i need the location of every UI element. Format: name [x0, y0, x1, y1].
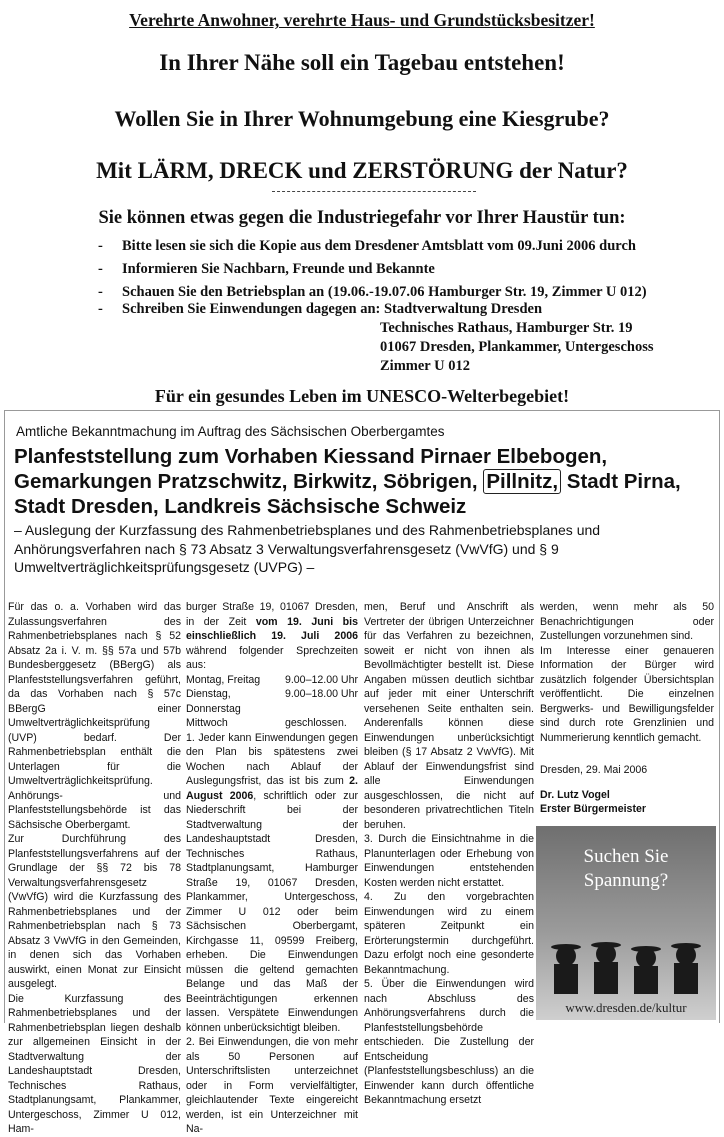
- ad-line-1: Suchen Sie: [583, 846, 669, 867]
- separator-line: [272, 191, 476, 192]
- headline-laerm: Mit LÄRM, DRECK und ZERSTÖRUNG der Natur?: [96, 158, 628, 183]
- headline-tagebau: In Ihrer Nähe soll ein Tagebau entstehen!: [159, 50, 565, 75]
- call-to-action: Sie können etwas gegen die Industriegefahr vor Ihrer Haustür tun:: [98, 208, 626, 228]
- pillnitz-circled: Pillnitz,: [483, 469, 561, 494]
- action-item: - Informieren Sie Nachbarn, Freunde und Bekannte: [98, 261, 435, 277]
- ad-silhouettes: [536, 934, 716, 994]
- ad-line-2: Spannung?: [583, 870, 669, 891]
- official-notice-label: Amtliche Bekanntmachung im Auftrag des Sächsischen Oberbergamtes: [16, 424, 445, 439]
- address-block: Technisches Rathaus, Hamburger Str. 19 01067 Dresden, Plankammer, Untergeschoss Zimmer U 012: [380, 320, 654, 374]
- closing-slogan: Für ein gesundes Leben im UNESCO-Welterbegebiet!: [154, 386, 570, 406]
- office-hours: Montag, Freitag 9.00–12.00 Uhr Dienstag, Donnerstag 9.00–18.00 Uhr Mittwoch geschlossen.: [186, 673, 358, 729]
- ad-url: www.dresden.de/kultur: [565, 1000, 687, 1015]
- notice-date: Dresden, 29. Mai 2006: [540, 764, 648, 776]
- notice-subtitle: – Auslegung der Kurzfassung des Rahmenbetriebsplanes und des Rahmenbetriebsplanes und Anhörungsverfahren nach § 73 Absatz 3 Verwaltungsverfahrensgesetz (VwVfG) und § 9 Umweltverträglichkeitsprüfungsgesetz (UVPG) –: [14, 522, 601, 575]
- headline-kiesgrube: Wollen Sie in Ihrer Wohnumgebung eine Kiesgrube?: [114, 106, 610, 131]
- culture-advertisement: [536, 826, 716, 1020]
- action-item: - Schauen Sie den Betriebsplan an (19.06.-19.07.06 Hamburger Str. 19, Zimmer U 012): [98, 284, 647, 300]
- notice-column-4: werden, wenn mehr als 50 Benachrichtigungen oder Zustellungen vorzunehmen sind. Im Interesse einer genaueren Information der Bürger wird zusätzlich folgender Übersichtsplan veröffentlicht. Die einzelnen Bergwerks- und Bewilligungsfelder sind durch rote Grenzlinien und Nummerierung kenntlich gemacht. Dresden, 29. Mai 2006 Dr. Lutz Vogel Erster Bürgermeister: [540, 601, 714, 815]
- notice-column-2: burger Straße 19, 01067 Dresden, in der Zeit vom 19. Juni bis einschließlich 19. Juli 2006 während folgender Sprechzeiten aus: Montag, Freitag 9.00–12.00 Uhr Dienstag, Donnerstag 9.00–18.00 Uhr Mittwoch geschlossen. 1. Jeder kann Einwendungen gegen den Plan bis spätestens zwei Wochen nach Ablauf der Auslegungsfrist, das ist bis zum 2. August 2006, schriftlich oder zur Niederschrift bei der Stadtverwaltung der Landeshauptstadt Dresden, Technisches Rathaus, Stadtplanungsamt, Hamburger Straße 19, 01067 Dresden, Plankammer, Untergeschoss, Zimmer U 012 oder beim Sächsischen Oberbergamt, Kirchgasse 11, 09599 Freiberg, erheben. Die Einwendungen müssen die geltend gemachten Belange und das Maß der Beeinträchtigungen erkennen lassen. Verspätete Einwendungen können unberücksichtigt bleiben. 2. Bei Einwendungen, die von mehr als 50 Personen auf Unterschriftslisten unterzeichnet oder in Form vervielfältigter, gleichlautender Texte eingereicht werden, ist ein Unterzeichner mit Na-: [186, 601, 359, 1135]
- action-item: - Bitte lesen sie sich die Kopie aus dem Dresdener Amtsblatt vom 09.Juni 2006 durch: [98, 238, 636, 254]
- action-item: - Schreiben Sie Einwendungen dagegen an: Stadtverwaltung Dresden: [98, 301, 543, 317]
- notice-column-3: men, Beruf und Anschrift als Vertreter der übrigen Unterzeichner für das Verfahren zu bezeichnen, soweit er nicht von ihnen als Bevollmächtigter bestellt ist. Diese Angaben müssen deutlich sichtbar auf jeder mit einer Unterschrift versehenen Seite enthalten sein. Anderenfalls können diese Einwendungen unberücksichtigt bleiben (§ 17 Absatz 2 VwVfG). Mit Ablauf der Einwendungsfrist sind alle Einwendungen ausgeschlossen, die nicht auf besonderen privatrechtlichen Titeln beruhen. 3. Durch die Einsichtnahme in die Planunterlagen oder Erhebung von Einwendungen entstehenden Kosten werden nicht erstattet. 4. Zu den vorgebrachten Einwendungen wird zu einem späteren Zeitpunkt ein Erörterungstermin durchgeführt. Dazu erfolgt noch eine gesonderte Bekanntmachung. 5. Über die Einwendungen wird nach Abschluss des Anhörungsverfahrens durch die Planfeststellungsbehörde entschieden. Die Zustellung der Entscheidung (Planfeststellungsbeschluss) an die Einwender kann durch öffentliche Bekanntmachung ersetzt: [364, 601, 534, 1106]
- signer-title: Erster Bürgermeister: [540, 803, 646, 815]
- notice-column-1: Für das o. a. Vorhaben wird das Zulassungsverfahren des Rahmenbetriebsplanes nach § 52 Absatz 2a i. V. m. §§ 57a und 57b Bundesberggesetz (BBergG) als Planfeststellungsverfahren geführt, da das Vorhaben nach § 57c BBergG einer Umweltverträglichkeitsprüfung (UVP) bedarf. Der Rahmenbetriebsplan enthält die Unterlagen für die Umweltverträglichkeitsprüfung. Anhörungs- und Planfeststellungsbehörde ist das Sächsische Oberbergamt. Zur Durchführung des Planfeststellungsverfahrens auf der Grundlage der §§ 72 bis 78 Verwaltungsverfahrensgesetz (VwVfG) wird die Kurzfassung des Rahmenbetriebsplanes und der Rahmenbetriebsplan nach § 73 Absatz 3 VwVfG in den Gemeinden, in denen sich das Vorhaben auswirkt, einen Monat zur Einsicht ausgelegt. Die Kurzfassung des Rahmenbetriebsplanes und der Rahmenbetriebsplan liegen deshalb zur allgemeinen Einsicht in der Stadtverwaltung der Landeshauptstadt Dresden, Technisches Rathaus, Stadtplanungsamt, Plankammer, Untergeschoss, Zimmer U 012, Ham-: [8, 601, 181, 1135]
- greeting-heading: Verehrte Anwohner, verehrte Haus- und Grundstücksbesitzer!: [129, 10, 595, 30]
- signer-name: Dr. Lutz Vogel: [540, 788, 610, 801]
- notice-title: Planfeststellung zum Vorhaben Kiessand Pirnaer Elbebogen, Gemarkungen Pratzschwitz, Birkwitz, Söbrigen, Pillnitz, Stadt Pirna, Stadt Dresden, Landkreis Sächsische Schweiz: [14, 445, 681, 518]
